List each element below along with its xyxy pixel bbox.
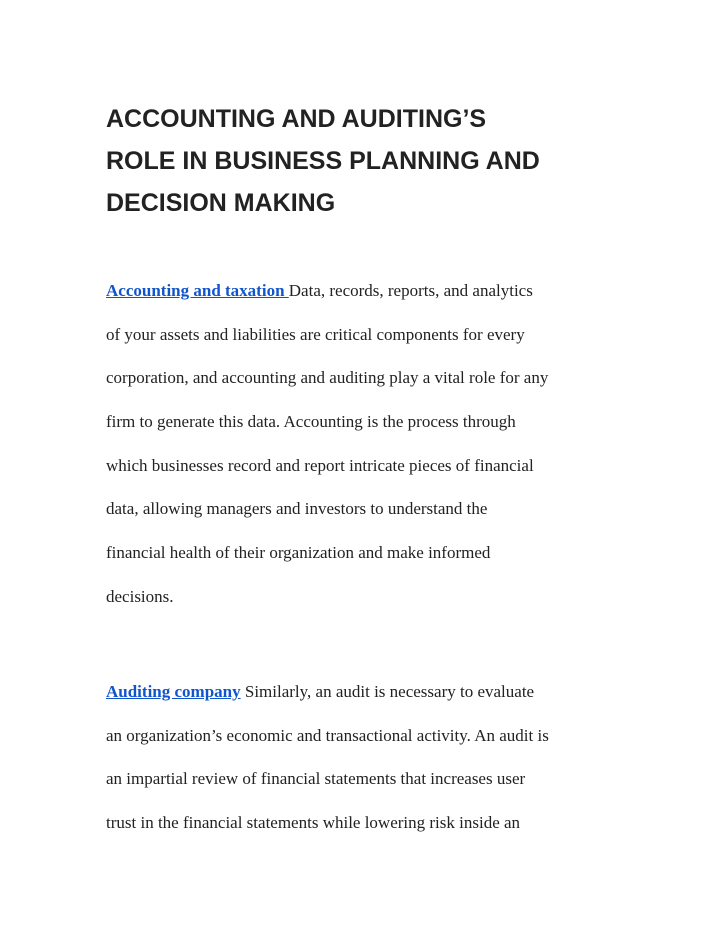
page-title — [106, 98, 666, 224]
title-line-3: DECISION MAKING — [106, 189, 336, 217]
paragraph-line: an organization’s economic and transactional activity. An audit is — [106, 725, 549, 745]
paragraph-line: of your assets and liabilities are critical components for every — [106, 324, 525, 344]
paragraph-line: which businesses record and report intricate pieces of financial — [106, 455, 534, 475]
paragraph-line — [106, 682, 646, 726]
paragraph-line: decisions. — [106, 586, 174, 606]
paragraph-line: corporation, and accounting and auditing play a vital role for any — [106, 368, 549, 388]
auditing-company-link[interactable]: Auditing company — [106, 682, 241, 701]
paragraph-line: firm to generate this data. Accounting is the process through — [106, 412, 516, 432]
paragraph-line: an impartial review of financial statements that increases user — [106, 769, 526, 789]
paragraph-line — [106, 281, 646, 325]
accounting-paragraph — [106, 281, 646, 631]
paragraph-line: data, allowing managers and investors to understand the — [106, 499, 488, 519]
paragraph-line: financial health of their organization and make informed — [106, 543, 491, 563]
auditing-paragraph — [106, 682, 646, 857]
paragraph-text: Data, records, reports, and analytics — [288, 281, 533, 300]
paragraph-text: Similarly, an audit is necessary to evaluate — [240, 682, 535, 701]
accounting-taxation-link[interactable]: Accounting and taxation — [106, 281, 289, 300]
paragraph-line: trust in the financial statements while lowering risk inside an — [106, 813, 521, 833]
title-line-1: ACCOUNTING AND AUDITING’S — [106, 105, 487, 133]
title-line-2: ROLE IN BUSINESS PLANNING AND — [106, 147, 540, 175]
